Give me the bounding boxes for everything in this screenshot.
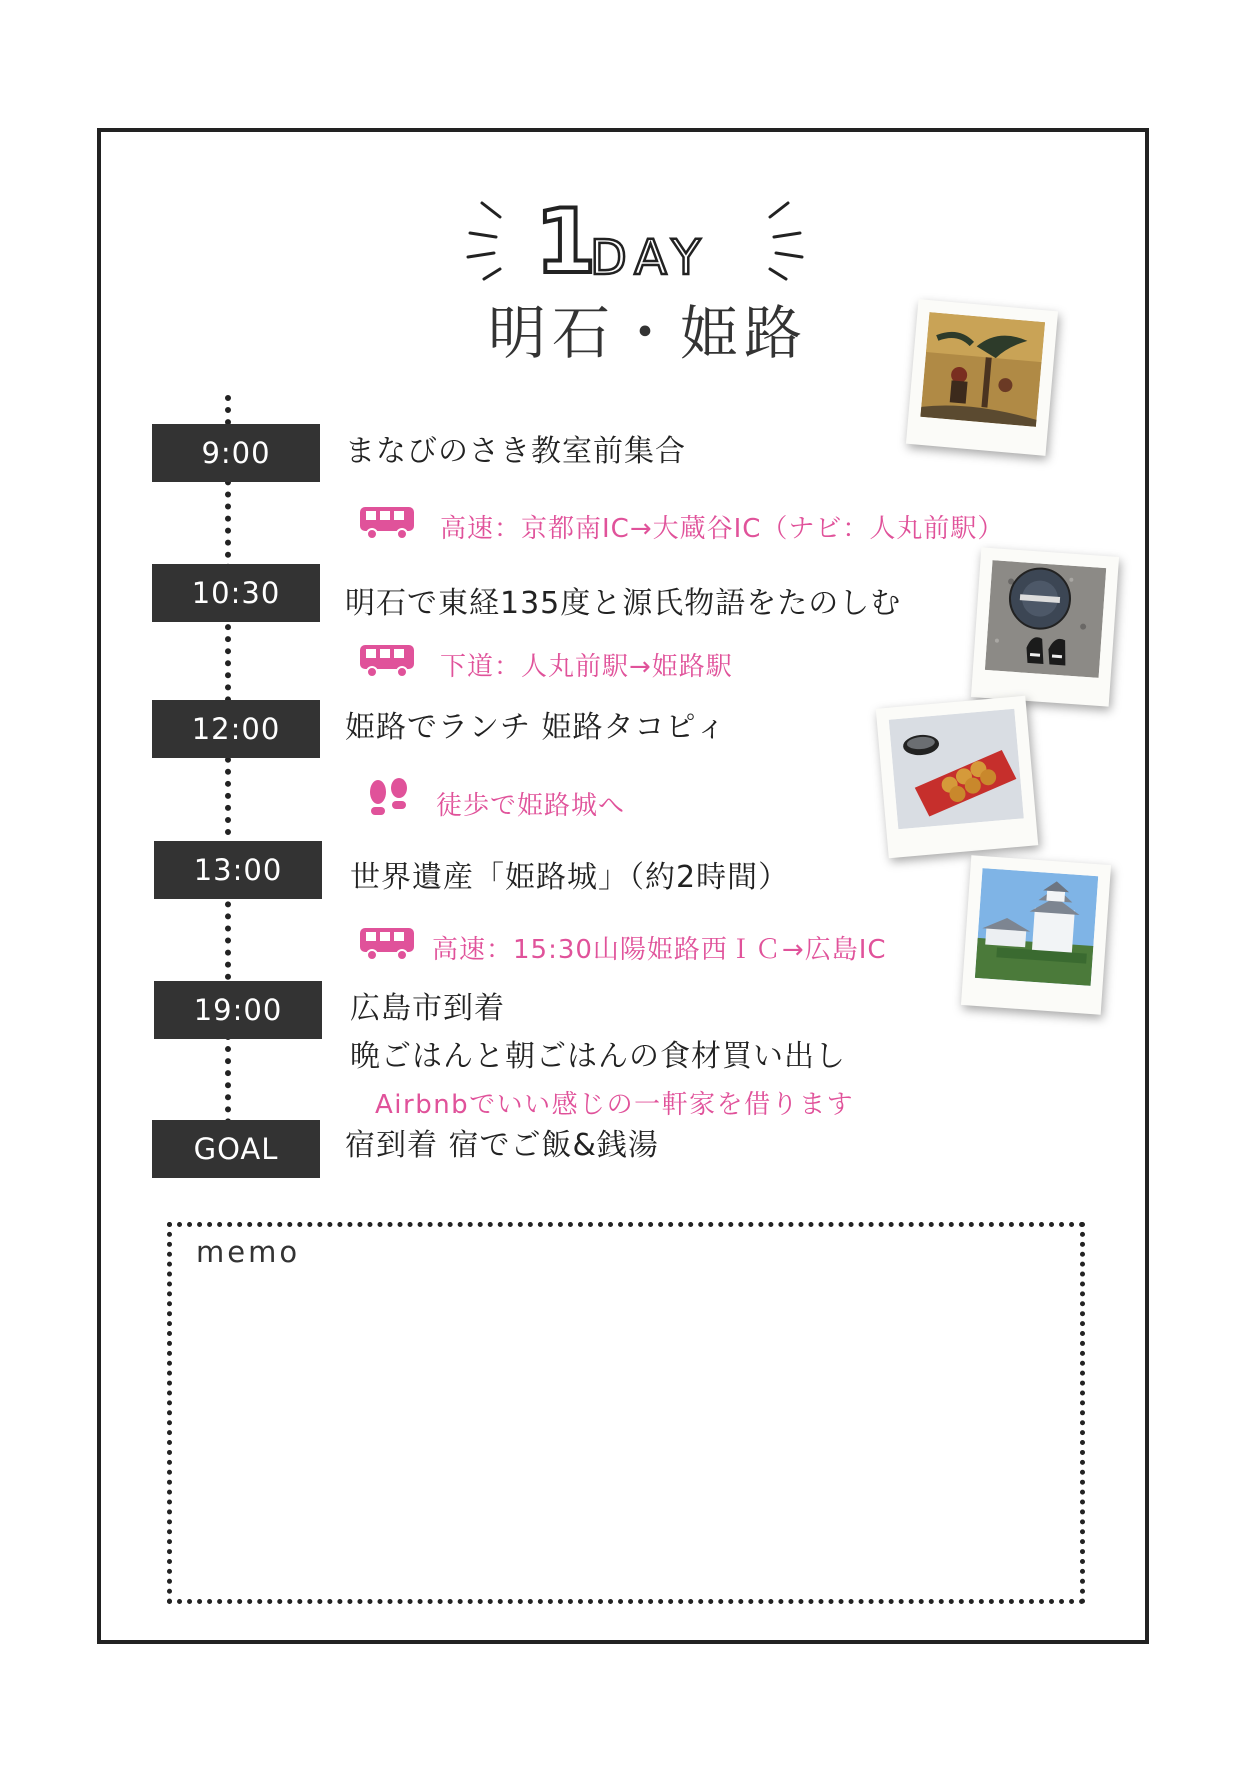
- day-number: 1: [535, 190, 597, 293]
- transit-row: [358, 643, 733, 686]
- time-badge: 19:00: [154, 981, 322, 1039]
- transit-row: [358, 926, 887, 969]
- event-note: Airbnbでいい感じの一軒家を借ります: [375, 1090, 855, 1120]
- footprints-icon: [366, 778, 412, 829]
- photo-himeji-castle: [961, 855, 1111, 1014]
- event-text: 姫路でランチ 姫路タコピィ: [345, 710, 727, 745]
- transit-text: 高速：15:30山陽姫路西ＩＣ→広島IC: [432, 935, 887, 965]
- bus-icon: [358, 643, 416, 686]
- event-text: 世界遺産「姫路城」（約2時間）: [350, 860, 790, 895]
- transit-text: 高速：京都南IC→大蔵谷IC（ナビ：人丸前駅）: [440, 514, 1005, 544]
- bus-icon: [358, 505, 416, 548]
- time-badge: 10:30: [152, 564, 320, 622]
- bus-icon: [358, 926, 416, 969]
- event-text: まなびのさき教室前集合: [345, 434, 686, 469]
- page-title: 明石・姫路: [488, 299, 809, 367]
- photo-akashiyaki: [876, 696, 1039, 859]
- spark-lines-left-icon: [460, 195, 530, 285]
- memo-label: memo: [196, 1235, 301, 1269]
- day-label: DAY: [590, 230, 709, 286]
- transit-text: 下道：人丸前駅→姫路駅: [440, 652, 733, 682]
- transit-text: 徒歩で姫路城へ: [436, 791, 626, 821]
- transit-row: [358, 505, 1004, 548]
- event-text: 宿到着 宿でご飯&銭湯: [345, 1128, 659, 1163]
- event-text: 晩ごはんと朝ごはんの食材買い出し: [350, 1039, 846, 1074]
- time-badge: 12:00: [152, 700, 320, 758]
- time-badge-goal: GOAL: [152, 1120, 320, 1178]
- event-text: 広島市到着: [350, 991, 505, 1026]
- memo-box[interactable]: [167, 1222, 1085, 1604]
- time-badge: 9:00: [152, 424, 320, 482]
- photo-meridian-marker: [971, 547, 1119, 706]
- event-text: 明石で東経135度と源氏物語をたのしむ: [345, 586, 902, 621]
- spark-lines-right-icon: [740, 195, 810, 285]
- time-badge: 13:00: [154, 841, 322, 899]
- transit-row: [366, 778, 625, 829]
- photo-folding-screen: [906, 299, 1058, 456]
